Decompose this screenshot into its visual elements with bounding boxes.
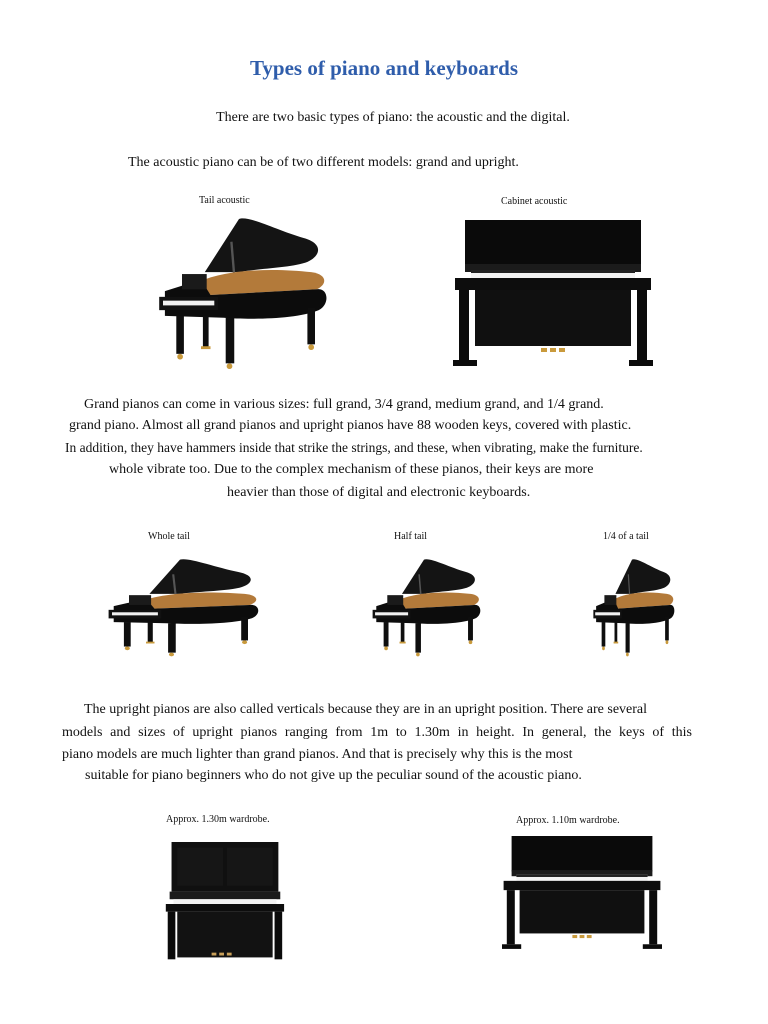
- caption-cabinet-acoustic: Cabinet acoustic: [501, 196, 568, 207]
- tall-upright-piano-image: [160, 842, 288, 966]
- grand-paragraph-line-3: In addition, they have hammers inside that strike the strings, and these, when vibrating, make the furniture.: [65, 440, 643, 455]
- short-upright-piano-image: [502, 836, 662, 952]
- quarter-tail-piano-image: [586, 556, 678, 660]
- intro-line-1: There are two basic types of piano: the acoustic and the digital.: [216, 110, 570, 125]
- page-title: Types of piano and keyboards: [249, 56, 519, 80]
- upright-paragraph-line-3: piano models are much lighter than grand pianos. And that is precisely why this is the most: [62, 747, 573, 762]
- caption-1-10m-wardrobe: Approx. 1.10m wardrobe.: [516, 815, 620, 826]
- grand-paragraph-line-5: heavier than those of digital and electronic keyboards.: [227, 485, 531, 500]
- caption-half-tail: Half tail: [394, 531, 428, 542]
- grand-piano-image: [144, 210, 334, 378]
- upright-piano-image: [450, 220, 656, 370]
- grand-paragraph-line-4: whole vibrate too. Due to the complex mechanism of these pianos, their keys are more: [109, 462, 594, 477]
- upright-paragraph-line-1: The upright pianos are also called verticals because they are in an upright position. There are several: [84, 702, 648, 717]
- caption-whole-tail: Whole tail: [148, 531, 190, 542]
- caption-1-30m-wardrobe: Approx. 1.30m wardrobe.: [166, 814, 270, 825]
- caption-quarter-tail: 1/4 of a tail: [603, 531, 649, 542]
- half-tail-piano-image: [357, 556, 491, 660]
- grand-paragraph-line-1: Grand pianos can come in various sizes: full grand, 3/4 grand, medium grand, and 1/4 grand.: [84, 397, 604, 412]
- grand-paragraph-line-2: grand piano. Almost all grand pianos and upright pianos have 88 wooden keys, covered with plastic.: [69, 418, 632, 433]
- caption-tail-acoustic: Tail acoustic: [199, 195, 250, 206]
- upright-paragraph-line-4: suitable for piano beginners who do not give up the peculiar sound of the acoustic piano.: [85, 768, 582, 783]
- upright-paragraph-line-2: models and sizes of upright pianos ranging from 1m to 1.30m in height. In general, the keys of this: [62, 725, 692, 740]
- whole-tail-piano-image: [95, 556, 265, 660]
- intro-line-2: The acoustic piano can be of two different models: grand and upright.: [128, 155, 519, 170]
